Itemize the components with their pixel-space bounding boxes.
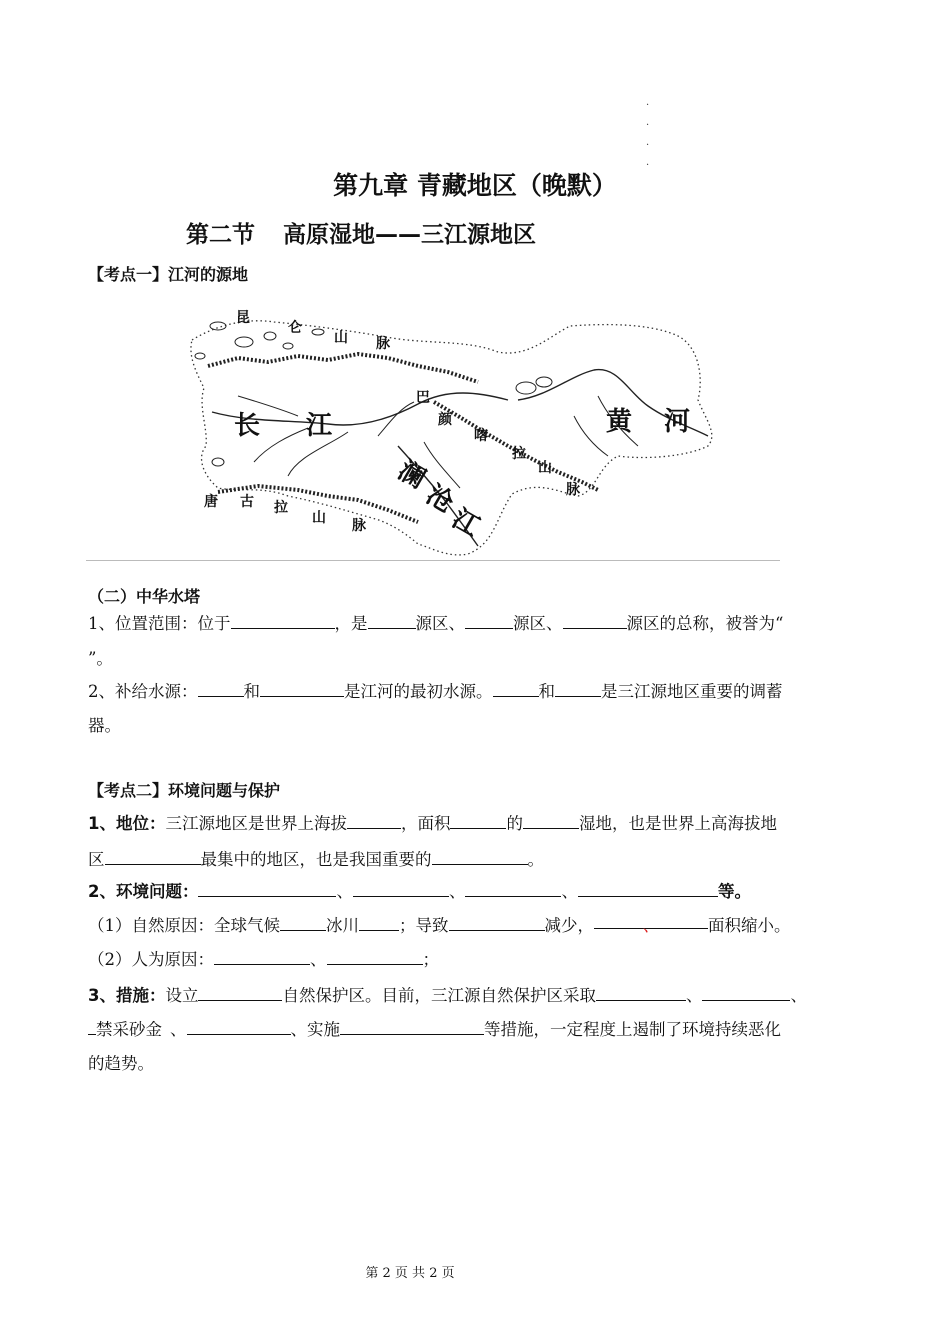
- section2-heading: （二）中华水塔: [88, 587, 201, 606]
- kaodian2-heading: 【考点二】环境问题与保护: [88, 781, 281, 800]
- lake: [235, 337, 253, 347]
- section2-line1b: ”。: [88, 649, 113, 668]
- blank-field[interactable]: [353, 880, 449, 897]
- page-footer: 第 2 页 共 2 页: [365, 1266, 455, 1281]
- blank-field[interactable]: [260, 680, 344, 697]
- lake: [312, 329, 324, 335]
- section2-line2: 2、补给水源： 和 是江河的最初水源。 和 是三江源地区重要的调蓄: [88, 682, 783, 701]
- kaodian2-line2: 2、环境问题： 、 、 、 等。: [88, 882, 751, 901]
- chapter-title: 第九章 青藏地区（晚默）: [333, 171, 617, 200]
- blank-field[interactable]: [555, 680, 601, 697]
- map-label-lancang: 沧: [420, 479, 459, 519]
- blank-field[interactable]: [596, 984, 686, 1001]
- kaodian1-heading: 【考点一】江河的源地: [88, 265, 249, 284]
- blank-field[interactable]: [465, 612, 513, 629]
- blank-field[interactable]: [280, 914, 326, 931]
- blank-field[interactable]: 、: [594, 912, 708, 929]
- blank-field[interactable]: [198, 680, 244, 697]
- map-label-tanggula: 古: [240, 494, 254, 510]
- kaodian2-line1b: 区 最集中的地区，也是我国重要的 。: [88, 850, 544, 869]
- map-label-bayankala: 巴: [416, 390, 430, 406]
- map-label-bayankala: 拉: [512, 446, 526, 462]
- blank-field[interactable]: [449, 914, 545, 931]
- map-label-bayankala: 脉: [566, 482, 580, 498]
- map-label-tanggula: 唐: [204, 494, 218, 510]
- blank-field[interactable]: [214, 948, 310, 965]
- kaodian2-line3: （1）自然原因：全球气候 冰川 ；导致 减少， 、 面积缩小。: [88, 912, 868, 936]
- lake: [516, 382, 536, 394]
- sanjiangyuan-map: [178, 296, 724, 558]
- blank-field[interactable]: [88, 1018, 96, 1035]
- kaodian2-line4: （2）人为原因： 、 ；: [88, 950, 439, 969]
- blank-field[interactable]: [198, 984, 282, 1001]
- map-label-kunlun: 昆: [236, 310, 250, 326]
- blank-field[interactable]: [347, 812, 401, 829]
- blank-field[interactable]: [231, 612, 335, 629]
- blank-field[interactable]: [432, 848, 528, 865]
- map-label-bayankala: 颜: [438, 412, 452, 428]
- changjiang-tributary: [254, 428, 308, 462]
- blank-field[interactable]: [702, 984, 790, 1001]
- section2-line1: 1、位置范围：位于 ，是 源区、 源区、 源区的总称，被誉为“: [88, 614, 784, 633]
- map-label-lancang: 澜: [392, 455, 431, 495]
- map-label-huanghe: 河: [664, 407, 691, 437]
- map-label-lancang: 江: [446, 503, 485, 543]
- kaodian2-line5b: 禁采砂金 、 、实施 等措施，一定程度上遏制了环境持续恶化: [88, 1016, 868, 1040]
- lake: [212, 458, 224, 466]
- blank-field[interactable]: [187, 1018, 291, 1035]
- kaodian2-line5: 3、措施：设立 自然保护区。目前，三江源自然保护区采取 、 、: [88, 986, 807, 1005]
- lake: [283, 343, 293, 349]
- map-label-kunlun: 脉: [376, 336, 390, 352]
- lake: [195, 353, 205, 359]
- blank-field[interactable]: [523, 812, 579, 829]
- map-label-tanggula: 山: [312, 510, 326, 526]
- blank-field[interactable]: [465, 880, 561, 897]
- map-label-kunlun: 山: [334, 330, 348, 346]
- lake: [264, 332, 276, 340]
- blank-field[interactable]: [450, 812, 506, 829]
- map-label-tanggula: 脉: [352, 518, 366, 534]
- blank-field[interactable]: [359, 914, 399, 931]
- section-title: 第二节 高原湿地——三江源地区: [186, 222, 536, 248]
- blank-field[interactable]: [493, 680, 539, 697]
- blank-field[interactable]: [578, 880, 718, 897]
- map-label-bayankala: 山: [538, 460, 552, 476]
- blank-field[interactable]: [563, 612, 627, 629]
- map-label-tanggula: 拉: [274, 500, 288, 516]
- blank-field[interactable]: [198, 880, 336, 897]
- blank-field[interactable]: [340, 1018, 484, 1035]
- kaodian2-line1: 1、地位：三江源地区是世界上海拔 ，面积 的 湿地，也是世界上高海拔地: [88, 814, 777, 833]
- kunlun-mountains: [208, 354, 478, 382]
- huanghe-tributary: [574, 416, 608, 456]
- map-label-kunlun: 仑: [288, 320, 302, 336]
- map-label-changjiang: 江: [306, 411, 333, 441]
- lake: [536, 377, 552, 387]
- map-label-huanghe: 黄: [606, 407, 633, 437]
- section2-line2b: 器。: [88, 716, 121, 735]
- divider: [86, 560, 780, 561]
- map-label-changjiang: 长: [234, 411, 261, 441]
- map-label-bayankala: 喀: [474, 428, 488, 444]
- lake: [210, 322, 226, 330]
- region-boundary: [191, 321, 712, 555]
- margin-dots: · · · ·: [646, 100, 650, 171]
- blank-field[interactable]: [327, 948, 423, 965]
- kaodian2-line5c: 的趋势。: [88, 1054, 154, 1073]
- blank-field[interactable]: [368, 612, 416, 629]
- blank-field[interactable]: [105, 848, 201, 865]
